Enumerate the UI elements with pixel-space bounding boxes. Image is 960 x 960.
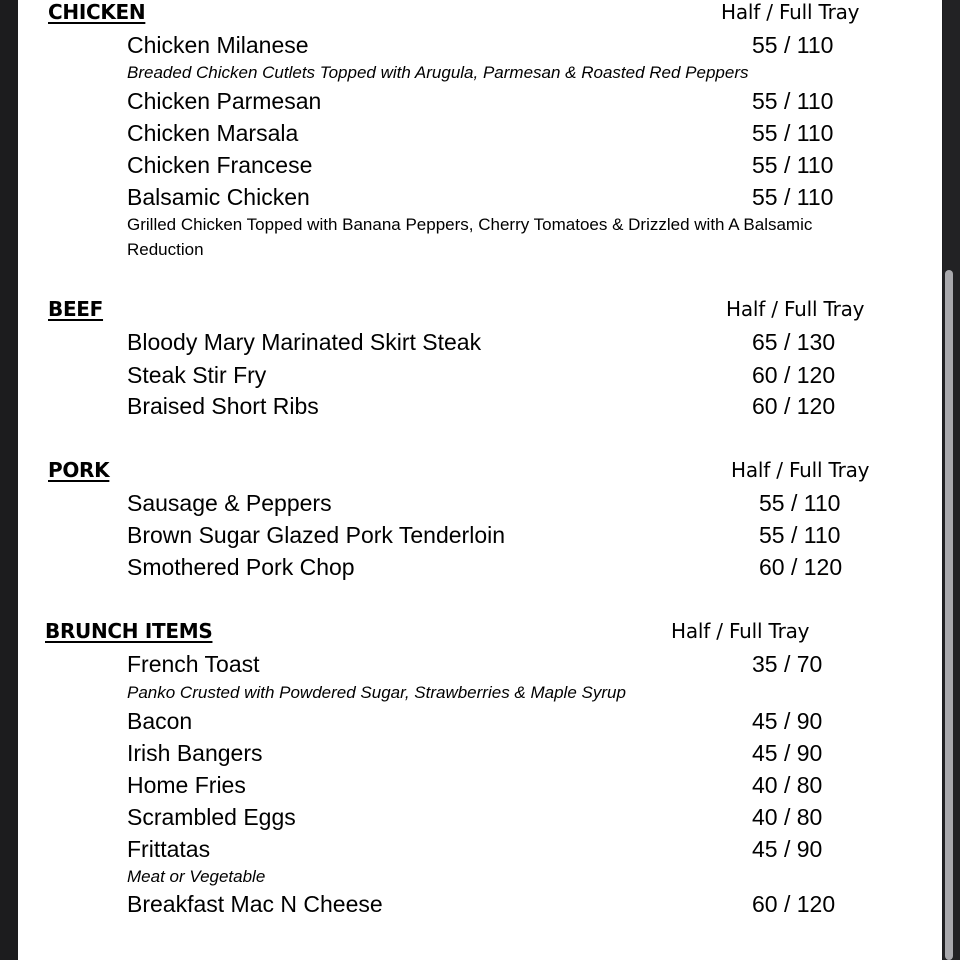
menu-item-description: Breaded Chicken Cutlets Topped with Arugula, Parmesan & Roasted Red Peppers — [127, 63, 749, 82]
menu-item-name: Chicken Marsala — [127, 120, 299, 146]
menu-item-price: 35 / 70 — [752, 651, 823, 677]
menu-item-price: 55 / 110 — [752, 152, 834, 178]
section-title-beef: BEEF — [48, 297, 104, 321]
menu-item-name: Bacon — [127, 708, 193, 734]
menu-item-price: 60 / 120 — [759, 554, 843, 580]
menu-item-name: Breakfast Mac N Cheese — [127, 891, 383, 917]
tray-header-chicken: Half / Full Tray — [721, 0, 860, 24]
menu-item-price: 55 / 110 — [752, 88, 834, 114]
menu-item-name: Sausage & Peppers — [127, 490, 332, 516]
section-title-brunch: BRUNCH ITEMS — [45, 619, 213, 643]
menu-item-price: 55 / 110 — [759, 522, 841, 548]
menu-item-name: Braised Short Ribs — [127, 393, 319, 419]
menu-item-price: 55 / 110 — [752, 120, 834, 146]
menu-item-description: Grilled Chicken Topped with Banana Peppers, Cherry Tomatoes & Drizzled with A Balsamic Reduction — [127, 215, 813, 259]
menu-item-price: 45 / 90 — [752, 836, 823, 862]
menu-item-description: Panko Crusted with Powdered Sugar, Strawberries & Maple Syrup — [127, 683, 626, 702]
tray-header-brunch: Half / Full Tray — [671, 619, 810, 643]
menu-item-name: Balsamic Chicken — [127, 184, 310, 210]
menu-item-price: 45 / 90 — [752, 740, 823, 766]
section-title-chicken: CHICKEN — [48, 0, 146, 24]
menu-item-price: 65 / 130 — [752, 329, 836, 355]
menu-item-name: Steak Stir Fry — [127, 362, 267, 388]
menu-item-price: 55 / 110 — [752, 32, 834, 58]
menu-item-description: Meat or Vegetable — [127, 867, 266, 886]
menu-item-name: Bloody Mary Marinated Skirt Steak — [127, 329, 482, 355]
menu-item-name: Irish Bangers — [127, 740, 263, 766]
menu-item-name: Scrambled Eggs — [127, 804, 296, 830]
menu-page — [18, 0, 942, 960]
section-title-pork: PORK — [48, 458, 110, 482]
menu-item-name: Smothered Pork Chop — [127, 554, 355, 580]
tray-header-beef: Half / Full Tray — [726, 297, 865, 321]
menu-item-name: Chicken Milanese — [127, 32, 309, 58]
menu-item-name: Brown Sugar Glazed Pork Tenderloin — [127, 522, 506, 548]
tray-header-pork: Half / Full Tray — [731, 458, 870, 482]
menu-item-name: Chicken Francese — [127, 152, 313, 178]
menu-item-name: Chicken Parmesan — [127, 88, 322, 114]
menu-item-price: 55 / 110 — [752, 184, 834, 210]
menu-item-price: 45 / 90 — [752, 708, 823, 734]
menu-item-price: 40 / 80 — [752, 804, 823, 830]
menu-item-name: Frittatas — [127, 836, 211, 862]
menu-item-name: French Toast — [127, 651, 260, 677]
scrollbar-thumb[interactable] — [945, 270, 953, 960]
menu-item-name: Home Fries — [127, 772, 246, 798]
menu-item-price: 60 / 120 — [752, 393, 836, 419]
menu-item-price: 40 / 80 — [752, 772, 823, 798]
menu-item-price: 55 / 110 — [759, 490, 841, 516]
menu-item-price: 60 / 120 — [752, 891, 836, 917]
menu-item-price: 60 / 120 — [752, 362, 836, 388]
